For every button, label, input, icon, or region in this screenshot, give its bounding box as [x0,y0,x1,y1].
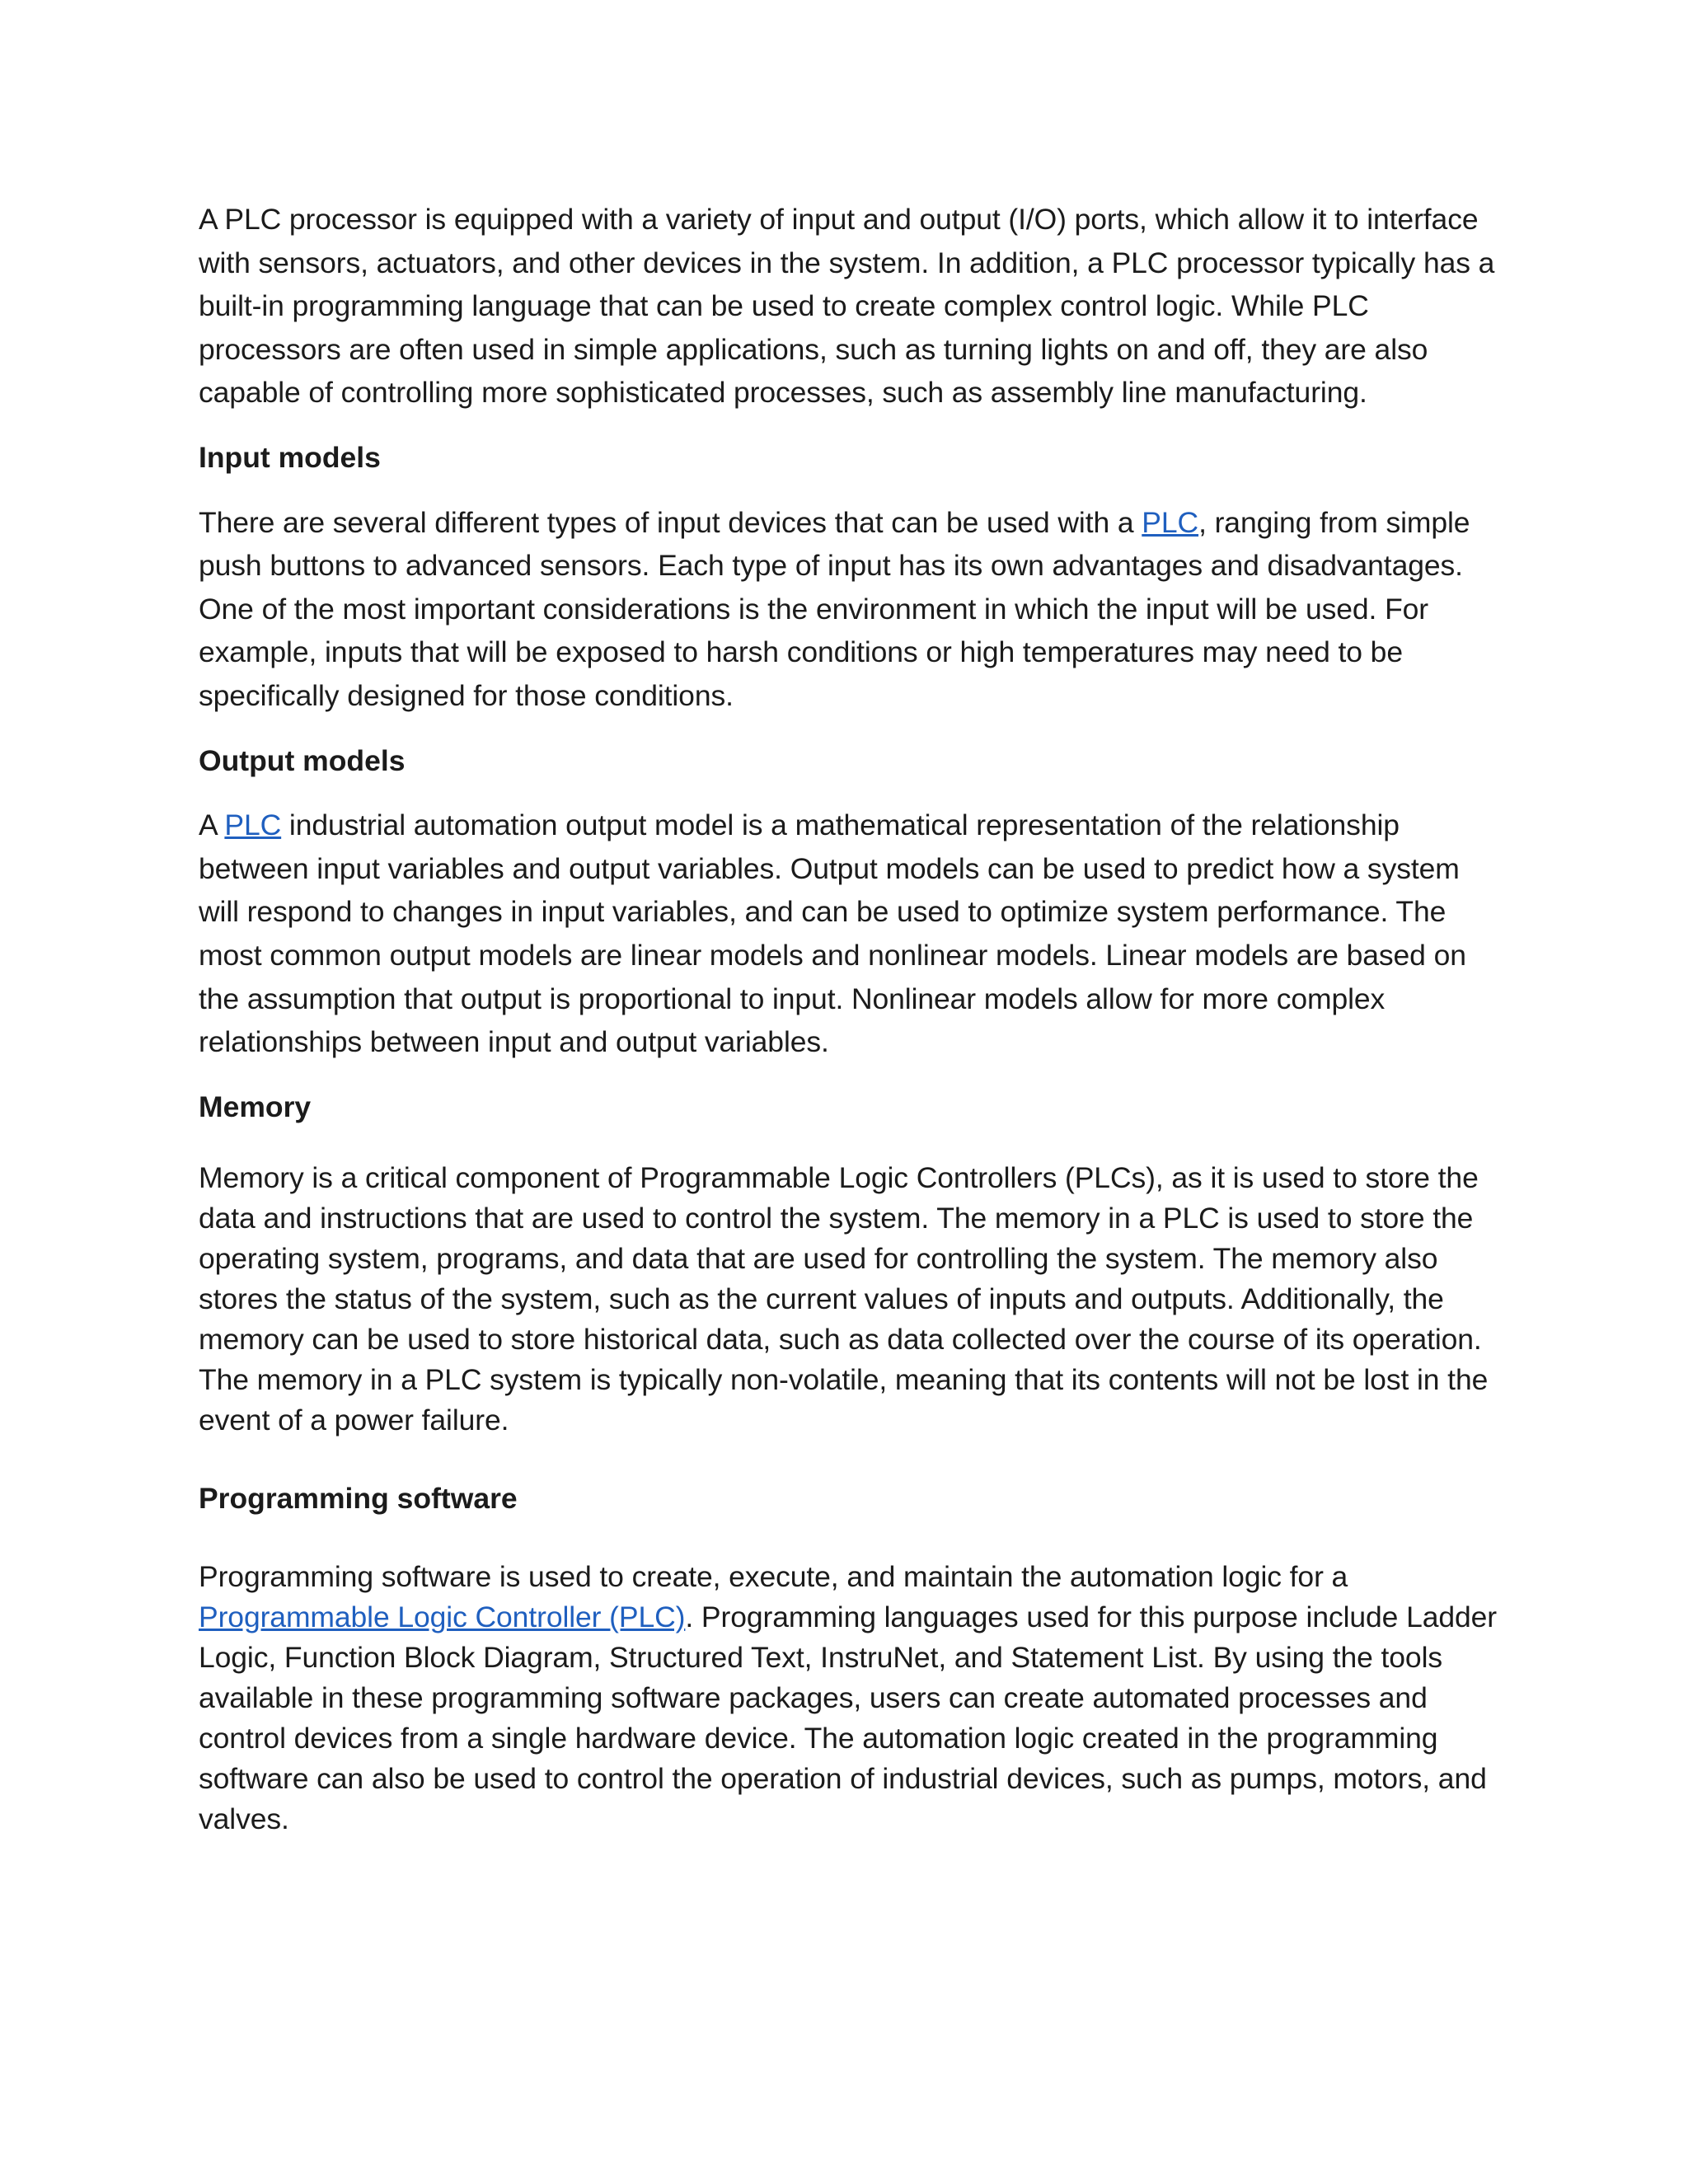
output-models-text-before: A [199,808,225,842]
input-models-paragraph [199,501,1501,718]
input-models-heading: Input models [199,440,381,474]
plc-link[interactable]: PLC [1142,505,1199,539]
input-models-text-after: , ranging from simple push buttons to advanced sensors. Each type of input has its own advantages and disadvantages. One of the most important considerations is the environment in which the input will be used. For example, inputs that will be exposed to harsh conditions or high temperatures may need to be specifically designed for those conditions. [199,505,1470,712]
plc-link[interactable]: PLC [224,808,282,842]
programming-software-text-before: Programming software is used to create, execute, and maintain the automation logic for a [199,1559,1348,1593]
programming-software-heading: Programming software [199,1482,518,1516]
programming-software-paragraph [199,1557,1501,1840]
output-models-text-after: industrial automation output model is a mathematical representation of the relationship between input variables and output variables. Output models can be used to predict how a system will respond to changes in input variables, and can be used to optimize system performance. The most common output models are linear models and nonlinear models. Linear models are based on the assumption that output is proportional to input. Nonlinear models allow for more complex relationships between input and output variables. [199,808,1466,1059]
programmable-logic-controller-link[interactable]: Programmable Logic Controller (PLC) [199,1600,686,1633]
programming-software-text-after: . Programming languages used for this purpose include Ladder Logic, Function Block Diagram, Structured Text, InstruNet, and Statement List. By using the tools available in these programming software packages, users can create automated processes and control devices from a single hardware device. The automation logic created in the programming software can also be used to control the operation of industrial devices, such as pumps, motors, and valves. [199,1600,1498,1835]
document-page [199,198,1501,1840]
memory-section [199,1085,1501,1840]
input-models-text-before: There are several different types of input devices that can be used with a [199,505,1142,539]
output-models-paragraph [199,804,1501,1064]
output-models-heading: Output models [199,743,406,777]
memory-paragraph: Memory is a critical component of Programmable Logic Controllers (PLCs), as it is used to store the data and instructions that are used to control the system. The memory in a PLC is used to store the operating system, programs, and data that are used for controlling the system. The memory also stores the status of the system, such as the current values of inputs and outputs. Additionally, the memory can be used to store historical data, such as data collected over the course of its operation. The memory in a PLC system is typically non-volatile, meaning that its contents will not be lost in the event of a power failure. [199,1161,1489,1437]
memory-heading: Memory [199,1090,312,1123]
intro-paragraph: A PLC processor is equipped with a variety of input and output (I/O) ports, which allow it to interface with sensors, actuators, and other devices in the system. In addition, a PLC processor typically has a built-in programming language that can be used to create complex control logic. While PLC processors are often used in simple applications, such as turning lights on and off, they are also capable of controlling more sophisticated processes, such as assembly line manufacturing. [199,203,1495,410]
